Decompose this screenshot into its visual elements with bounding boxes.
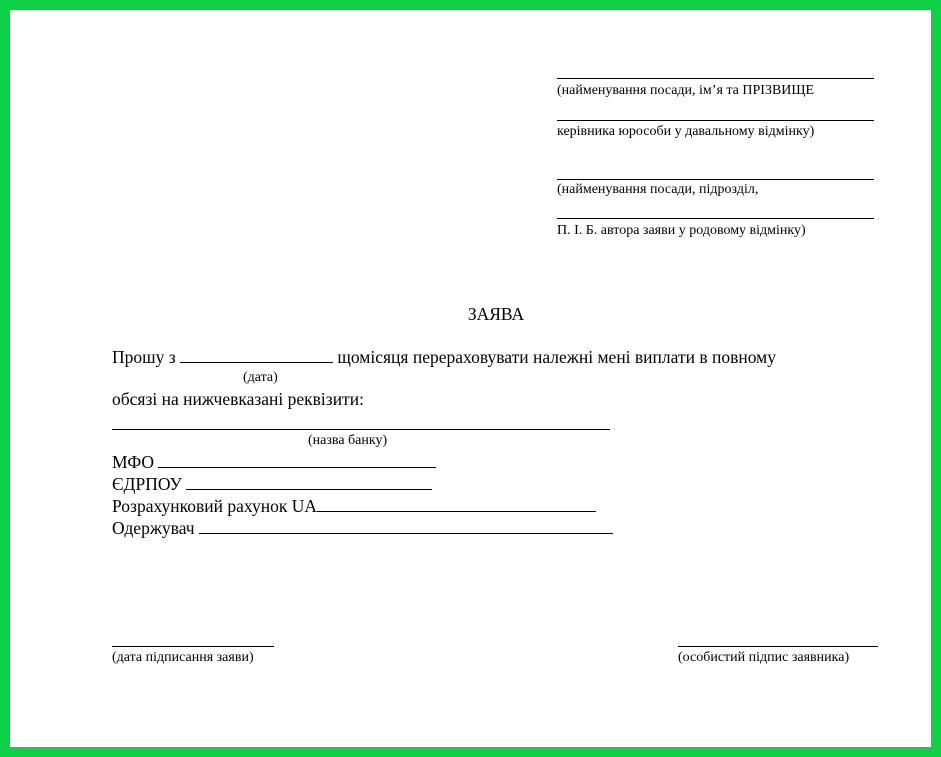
addressee-line-1[interactable] <box>557 78 874 79</box>
signature-caption: (особистий підпис заявника) <box>678 650 850 665</box>
request-suffix: щомісяця перераховувати належні мені виплати в повному <box>337 347 776 367</box>
signature-field[interactable] <box>678 646 878 647</box>
edrpou-field[interactable] <box>186 474 432 490</box>
mfo-row <box>112 452 436 472</box>
start-date-field[interactable] <box>180 347 333 363</box>
recipient-row <box>112 518 613 538</box>
bank-caption: (назва банку) <box>308 433 388 448</box>
date-caption: (дата) <box>243 370 278 385</box>
sign-date-field[interactable] <box>112 646 274 647</box>
addressee-label-2: керівника юрособи у давальному відмінку) <box>557 124 815 139</box>
account-label: Розрахунковий рахунок UA <box>112 496 318 516</box>
addressee-line-2[interactable] <box>557 120 874 121</box>
author-line-2[interactable] <box>557 218 874 219</box>
addressee-label-1: (найменування посади, ім’я та ПРІЗВИЩЕ <box>557 83 815 98</box>
author-label-2: П. І. Б. автора заяви у родовому відмінку) <box>557 223 806 238</box>
request-prefix: Прошу з <box>112 347 176 367</box>
recipient-field[interactable] <box>199 518 613 534</box>
document-title: ЗАЯВА <box>467 304 525 324</box>
bank-name-field[interactable] <box>112 429 610 430</box>
author-line-1[interactable] <box>557 179 874 180</box>
mfo-label: МФО <box>112 452 155 472</box>
recipient-label: Одержувач <box>112 518 195 538</box>
mfo-field[interactable] <box>158 452 436 468</box>
edrpou-label: ЄДРПОУ <box>112 474 182 494</box>
sign-date-caption: (дата підписання заяви) <box>112 650 254 665</box>
edrpou-row <box>112 474 432 494</box>
author-label-1: (найменування посади, підрозділ, <box>557 182 759 197</box>
account-row <box>112 496 596 516</box>
account-field[interactable] <box>317 496 596 512</box>
request-line-2: обсязі на нижчевказані реквізити: <box>112 389 364 409</box>
request-line-1 <box>112 347 776 367</box>
